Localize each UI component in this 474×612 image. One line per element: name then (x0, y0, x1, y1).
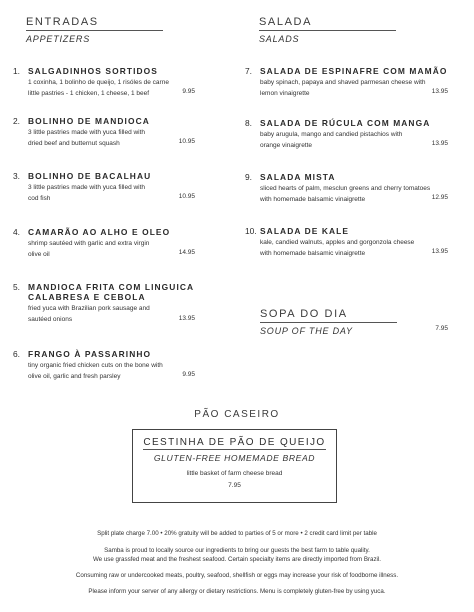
menu-item (245, 66, 450, 99)
item-description: 1 coxinha, 1 bolinho de queijo, 1 risóles de carne (28, 79, 169, 86)
item-description: baby arugula, mango and candied pistachios with (260, 131, 403, 138)
bread-title: CESTINHA DE PÃO DE QUEIJO (143, 437, 326, 448)
item-price: 10.95 (178, 193, 195, 200)
item-description: sliced hearts of palm, mesclun greens and cherry tomatoes (260, 185, 431, 192)
entradas-header (26, 16, 163, 44)
salada-title: SALADA (259, 16, 396, 31)
menu-item (245, 172, 450, 205)
bread-subtitle: GLUTEN-FREE HOMEMADE BREAD (153, 453, 316, 463)
item-price: 13.95 (178, 315, 195, 322)
footer-sourcing: Samba is proud to locally source our ingredients to bring our guests the best farm to table quality. (104, 547, 370, 554)
bread-price: 7.95 (228, 482, 241, 489)
item-description: lemon vinaigrette (260, 89, 310, 97)
item-title: SALADA DE ESPINAFRE COM MAMÃO (260, 66, 448, 76)
sopa-header (260, 308, 397, 336)
salada-subtitle: SALADS (259, 34, 300, 44)
item-description: cod fish (28, 194, 51, 202)
menu-item (13, 116, 228, 149)
menu-item (13, 227, 228, 260)
item-price: 9.95 (182, 371, 195, 378)
item-number: 10. (245, 226, 257, 236)
item-price: 12.95 (431, 194, 448, 201)
item-price: 13.95 (431, 140, 448, 147)
footer-allergy-note: Please inform your server of any allergy or dietary restrictions. Menu is completely gluten-free by using yuca. (88, 588, 386, 595)
item-title-line2: CALABRESA E CEBOLA (28, 292, 146, 302)
item-number: 9. (245, 172, 252, 182)
item-number: 5. (13, 282, 20, 292)
item-description: orange vinaigrette (260, 141, 313, 149)
item-description: dried beef and butternut squash (28, 139, 120, 147)
item-description: tiny organic fried chicken cuts on the bone with (28, 362, 163, 369)
salada-header (259, 16, 396, 44)
sopa-price: 7.95 (435, 325, 448, 332)
item-number: 4. (13, 227, 20, 237)
entradas-subtitle: APPETIZERS (26, 34, 91, 44)
pao-heading: PÃO CASEIRO (194, 409, 280, 420)
menu-item (13, 171, 228, 204)
sopa-subtitle: SOUP OF THE DAY (260, 326, 353, 336)
item-number: 8. (245, 118, 252, 128)
item-number: 3. (13, 171, 20, 181)
bread-box (132, 429, 337, 503)
item-number: 1. (13, 66, 20, 76)
item-description: olive oil (28, 250, 50, 258)
footer-sourcing-2: We use grassfed meat and the freshest seafood. Certain specialty items are directly imported from Brazil. (92, 556, 382, 563)
item-title: BOLINHO DE MANDIOCA (28, 116, 150, 126)
item-title: SALADA MISTA (260, 172, 336, 182)
item-description: little pastries - 1 chicken, 1 cheese, 1 beef (28, 89, 150, 97)
item-price: 13.95 (431, 88, 448, 95)
item-description: shrimp sautéed with garlic and extra virgin (28, 240, 150, 247)
bread-description: little basket of farm cheese bread (186, 470, 283, 477)
item-title: MANDIOCA FRITA COM LINGUICA (28, 282, 195, 292)
sopa-title: SOPA DO DIA (260, 308, 397, 323)
item-price: 9.95 (182, 88, 195, 95)
item-title: CAMARÃO AO ALHO E OLEO (28, 227, 171, 237)
menu-item (13, 282, 228, 325)
item-description: 3 little pastries made with yuca filled with (28, 184, 146, 191)
menu-item (13, 349, 228, 382)
item-description: with homemade balsamic vinaigrette (260, 195, 366, 203)
menu-item (245, 118, 450, 151)
item-title: SALADA DE RÚCULA COM MANGA (260, 118, 431, 128)
item-description: olive oil, garlic and fresh parsley (28, 372, 121, 380)
menu-item (13, 66, 228, 99)
item-number: 6. (13, 349, 20, 359)
entradas-title: ENTRADAS (26, 16, 163, 31)
item-title: BOLINHO DE BACALHAU (28, 171, 152, 181)
item-description: sautéed onions (28, 315, 73, 323)
item-price: 13.95 (431, 248, 448, 255)
footer-health-warning: Consuming raw or undercooked meats, poultry, seafood, shellfish or eggs may increase your risk of foodborne illness. (75, 572, 399, 579)
item-description: baby spinach, papaya and shaved parmesan cheese with (260, 79, 426, 86)
item-description: fried yuca with Brazilian pork sausage and (28, 305, 150, 312)
item-number: 7. (245, 66, 252, 76)
item-description: kale, candied walnuts, apples and gorgonzola cheese (260, 239, 415, 246)
item-price: 10.95 (178, 138, 195, 145)
menu-item (245, 226, 450, 259)
item-description: with homemade balsamic vinaigrette (260, 249, 366, 257)
item-description: 3 little pastries made with yuca filled with (28, 129, 146, 136)
item-title: SALGADINHOS SORTIDOS (28, 66, 158, 76)
item-number: 2. (13, 116, 20, 126)
item-price: 14.95 (178, 249, 195, 256)
item-title: FRANGO À PASSARINHO (28, 349, 152, 359)
item-title: SALADA DE KALE (260, 226, 350, 236)
footer-charges: Split plate charge 7.00 • 20% gratuity will be added to parties of 5 or more • 2 credit card limit per table (97, 530, 377, 537)
